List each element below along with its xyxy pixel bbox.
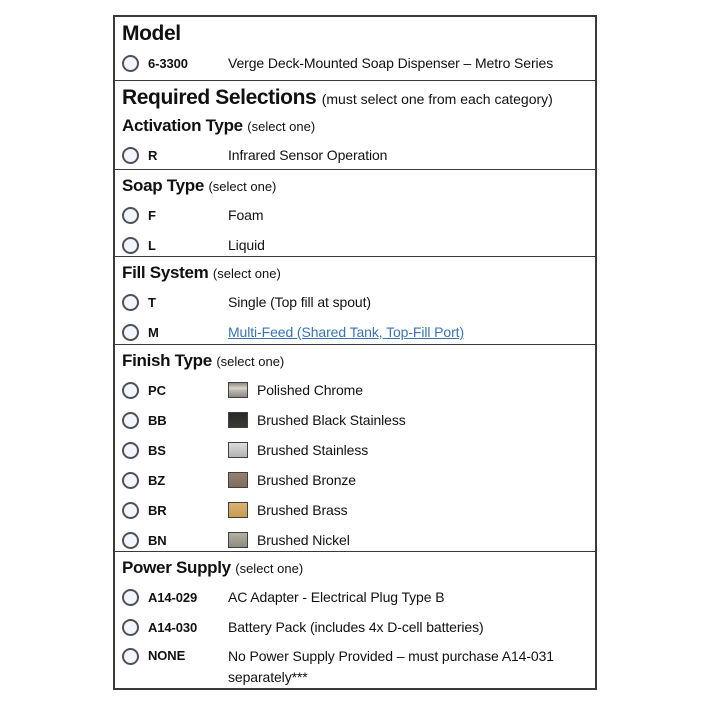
option-desc: Brushed Stainless (257, 442, 369, 458)
option-code: BZ (148, 472, 166, 488)
option-row-finish-bb (122, 405, 587, 435)
option-row-soap-f (122, 200, 587, 230)
option-desc: Brushed Bronze (257, 472, 356, 488)
multi-feed-link[interactable]: Multi-Feed (Shared Tank, Top-Fill Port) (228, 324, 465, 340)
option-row-model (122, 48, 587, 78)
soap-type-note: (select one) (208, 179, 277, 194)
option-desc: Battery Pack (includes 4x D-cell batteries) (228, 619, 484, 635)
option-code: M (148, 324, 159, 340)
radio-soap-f[interactable] (122, 207, 139, 224)
power-supply-note: (select one) (235, 561, 304, 576)
option-desc-line2: separately*** (228, 669, 308, 685)
activation-type-title: Activation Type (122, 116, 243, 135)
option-code: BR (148, 502, 167, 518)
finish-desc-wrap (228, 532, 350, 548)
radio-fill-m[interactable] (122, 324, 139, 341)
brushed-stainless-swatch (228, 442, 248, 458)
section-finish-type (115, 345, 595, 552)
option-desc: Brushed Black Stainless (257, 412, 406, 428)
required-selections-note: (must select one from each category) (321, 91, 553, 107)
option-desc (228, 646, 554, 688)
radio-model-6-3300[interactable] (122, 55, 139, 72)
fill-system-note: (select one) (212, 266, 281, 281)
activation-type-note: (select one) (247, 119, 316, 134)
option-row-finish-bn (122, 525, 587, 552)
section-power-supply (115, 552, 595, 688)
option-code: F (148, 207, 156, 223)
polished-chrome-swatch (228, 382, 248, 398)
power-supply-title: Power Supply (122, 558, 231, 577)
section-required-selections (115, 81, 595, 170)
soap-type-title: Soap Type (122, 176, 205, 195)
fill-system-title: Fill System (122, 263, 209, 282)
radio-finish-bs[interactable] (122, 442, 139, 459)
option-desc: Brushed Brass (257, 502, 348, 518)
radio-finish-bb[interactable] (122, 412, 139, 429)
option-row-activation-r (122, 140, 587, 170)
section-title-required-selections (122, 84, 587, 113)
radio-soap-l[interactable] (122, 237, 139, 254)
option-desc: Liquid (228, 237, 265, 253)
option-desc: Polished Chrome (257, 382, 363, 398)
option-desc: Verge Deck-Mounted Soap Dispenser – Metro Series (228, 55, 554, 71)
option-row-finish-bs (122, 435, 587, 465)
option-code: BN (148, 532, 167, 548)
finish-desc-wrap (228, 502, 348, 518)
option-row-finish-pc (122, 375, 587, 405)
option-code: 6-3300 (148, 55, 188, 71)
option-row-finish-bz (122, 465, 587, 495)
option-desc: Brushed Nickel (257, 532, 350, 548)
section-soap-type (115, 170, 595, 257)
radio-finish-pc[interactable] (122, 382, 139, 399)
option-desc: Foam (228, 207, 264, 223)
option-code: NONE (148, 648, 186, 663)
brushed-bronze-swatch (228, 472, 248, 488)
option-code: BS (148, 442, 166, 458)
radio-finish-bn[interactable] (122, 532, 139, 549)
brushed-brass-swatch (228, 502, 248, 518)
radio-finish-br[interactable] (122, 502, 139, 519)
option-desc: Single (Top fill at spout) (228, 294, 371, 310)
option-row-power-a14-030 (122, 612, 587, 642)
radio-activation-r[interactable] (122, 147, 139, 164)
option-row-soap-l (122, 230, 587, 257)
option-code: R (148, 147, 158, 163)
option-row-power-none (122, 642, 587, 688)
finish-desc-wrap (228, 382, 363, 398)
option-code: PC (148, 382, 166, 398)
option-code: T (148, 294, 156, 310)
brushed-black-stainless-swatch (228, 412, 248, 428)
finish-type-title: Finish Type (122, 351, 212, 370)
radio-fill-t[interactable] (122, 294, 139, 311)
section-title-finish-type (122, 348, 587, 375)
required-selections-title: Required Selections (122, 86, 317, 109)
finish-desc-wrap (228, 442, 368, 458)
section-title-power-supply (122, 555, 587, 582)
finish-desc-wrap (228, 412, 406, 428)
radio-finish-bz[interactable] (122, 472, 139, 489)
option-row-power-a14-029 (122, 582, 587, 612)
option-row-finish-br (122, 495, 587, 525)
option-desc-line1: No Power Supply Provided – must purchase A14-031 (228, 648, 554, 664)
option-code: A14-029 (148, 589, 198, 605)
finish-type-note: (select one) (216, 354, 285, 369)
radio-power-none[interactable] (122, 648, 139, 665)
section-fill-system (115, 257, 595, 345)
section-title-soap-type (122, 173, 587, 200)
section-title-activation-type (122, 113, 587, 140)
section-title-model: Model (122, 22, 181, 45)
option-code: L (148, 237, 156, 253)
brushed-nickel-swatch (228, 532, 248, 548)
option-code: A14-030 (148, 619, 198, 635)
option-desc: Infrared Sensor Operation (228, 147, 388, 163)
option-desc: AC Adapter - Electrical Plug Type B (228, 589, 445, 605)
section-model (115, 17, 595, 81)
option-row-fill-m (122, 317, 587, 345)
finish-desc-wrap (228, 472, 356, 488)
radio-power-a14-029[interactable] (122, 589, 139, 606)
section-title-fill-system (122, 260, 587, 287)
radio-power-a14-030[interactable] (122, 619, 139, 636)
option-code: BB (148, 412, 167, 428)
spec-sheet (113, 15, 597, 690)
option-row-fill-t (122, 287, 587, 317)
